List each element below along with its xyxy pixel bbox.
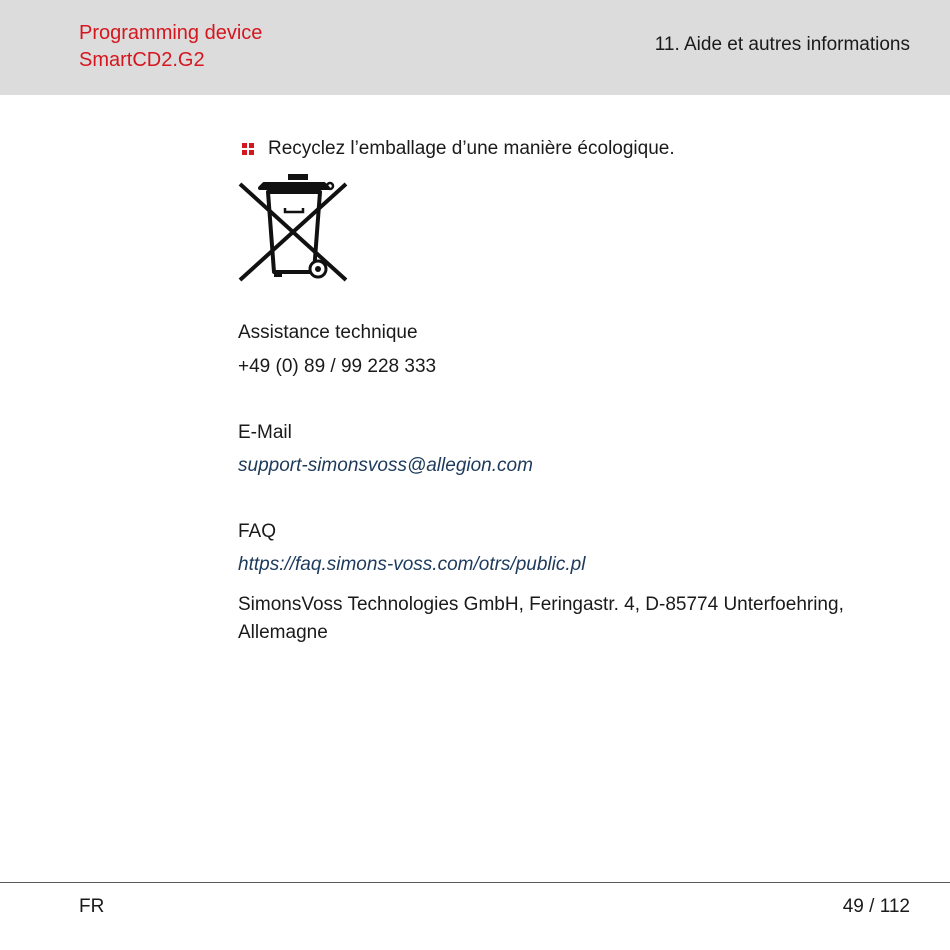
address-line-2: Allemagne [238, 622, 328, 643]
footer-page-number: 49 / 112 [842, 896, 910, 917]
product-line-2: SmartCD2.G2 [79, 49, 205, 71]
company-address [238, 591, 844, 647]
bullet-text: Recyclez l’emballage d’une manière écologique. [268, 138, 675, 159]
email-label: E-Mail [238, 422, 292, 443]
faq-link[interactable]: https://faq.simons-voss.com/otrs/public.pl [238, 554, 586, 575]
footer-divider [0, 882, 950, 883]
bullet-item [238, 138, 928, 160]
page-header [0, 0, 950, 95]
support-phone: +49 (0) 89 / 99 228 333 [238, 356, 437, 377]
address-line-1: SimonsVoss Technologies GmbH, Feringastr. 4, D-85774 Unterfoehring, [238, 594, 844, 615]
product-name [79, 20, 262, 74]
chapter-title: 11. Aide et autres informations [654, 34, 910, 55]
crossed-out-wheelie-bin-icon [238, 172, 350, 284]
email-link[interactable]: support-simonsvoss@allegion.com [238, 455, 533, 476]
faq-label: FAQ [238, 521, 277, 542]
bullet-icon [242, 143, 254, 155]
support-label: Assistance technique [238, 322, 418, 343]
product-line-1: Programming device [79, 22, 263, 44]
main-content [238, 138, 928, 160]
footer-language: FR [79, 896, 105, 917]
